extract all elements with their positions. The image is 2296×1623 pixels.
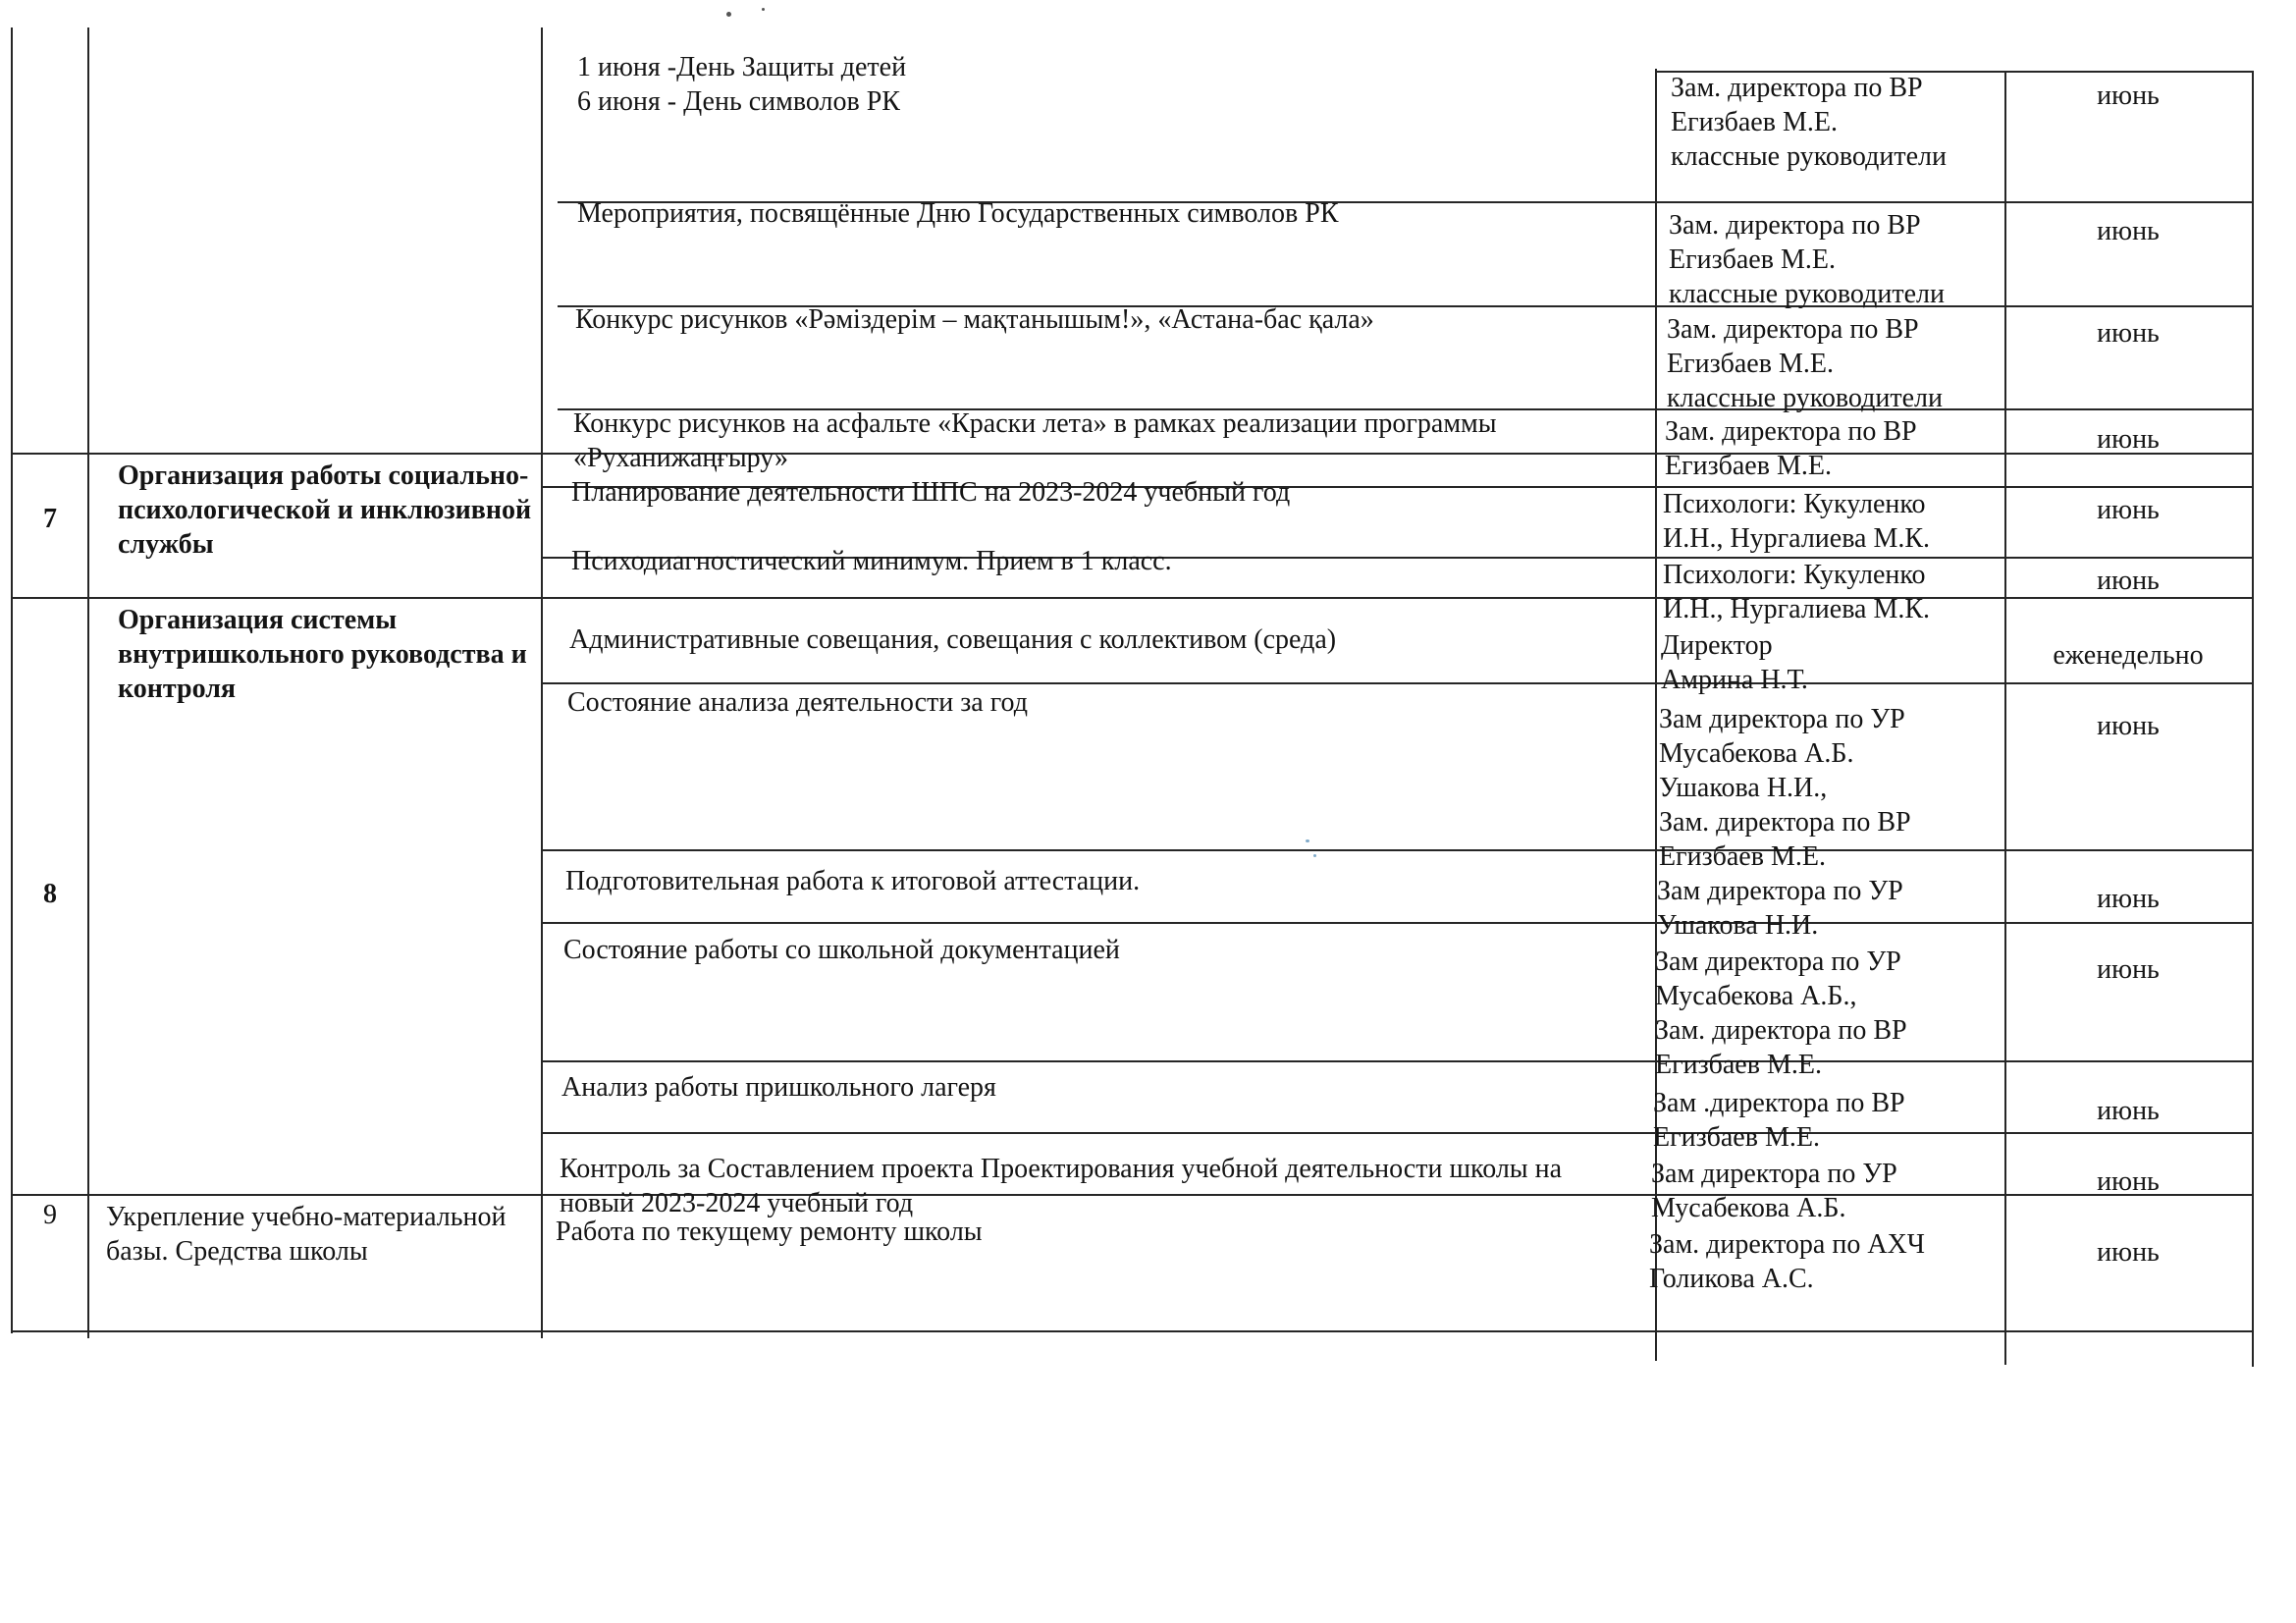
responsible-cell: Зам. директора по АХЧ Голикова А.С. [1649, 1229, 1925, 1294]
responsible-cell: Зам. директора по ВР Егизбаев М.Е. классные руководители [1671, 73, 1947, 172]
scan-speck [726, 12, 731, 17]
responsible-cell: Зам директора по УР Мусабекова А.Б. Ушакова Н.И., Зам. директора по ВР Егизбаев М.Е. [1659, 704, 1911, 872]
responsible-cell: Зам. директора по ВР Егизбаев М.Е. [1665, 416, 1917, 481]
deadline-cell: июнь [2097, 81, 2160, 111]
responsible-cell: Зам. директора по ВР Егизбаев М.Е. классные руководители [1669, 210, 1945, 309]
responsible-cell: Зам .директора по ВР Егизбаев М.Е. [1653, 1088, 1905, 1153]
event-cell: 1 июня -День Защиты детей 6 июня - День символов РК [577, 52, 907, 117]
responsible-cell: Зам. директора по ВР Егизбаев М.Е. классные руководители [1667, 314, 1943, 413]
responsible-cell: Зам директора по УР Мусабекова А.Б., Зам. директора по ВР Егизбаев М.Е. [1655, 947, 1907, 1080]
deadline-cell: июнь [2097, 495, 2160, 525]
row-line [541, 682, 2254, 684]
table-border-bottom [11, 1330, 2254, 1332]
event-cell: Контроль за Составлением проекта Проектирования учебной деятельности школы на новый 2023-2024 учебный год [560, 1154, 1563, 1218]
section-title: Организация системы внутришкольного руководства и контроля [118, 605, 527, 704]
deadline-cell: июнь [2097, 566, 2160, 596]
section-title: Укрепление учебно-материальной базы. Средства школы [106, 1202, 507, 1267]
table-border-left [11, 27, 13, 1333]
row-line [541, 1132, 2254, 1134]
scan-speck [762, 8, 765, 11]
section-number: 8 [43, 879, 57, 909]
table-border-right [2252, 71, 2254, 1367]
row-line [541, 849, 2254, 851]
event-cell: Состояние анализа деятельности за год [567, 687, 1028, 718]
responsible-cell: Зам директора по УР Мусабекова А.Б. [1651, 1159, 1897, 1223]
scan-speck [1313, 854, 1316, 857]
section-number: 9 [43, 1200, 57, 1230]
deadline-cell: июнь [2097, 1237, 2160, 1268]
section-number: 7 [43, 504, 57, 534]
responsible-cell: Директор Амрина Н.Т. [1661, 630, 1808, 695]
deadline-cell: июнь [2097, 884, 2160, 914]
column-divider-number [87, 27, 89, 1338]
event-cell: Работа по текущему ремонту школы [556, 1217, 983, 1247]
deadline-cell: июнь [2097, 216, 2160, 246]
responsible-cell: Психологи: Кукуленко И.Н., Нургалиева М.К. [1663, 489, 1931, 554]
event-cell: Конкурс рисунков на асфальте «Краски лета» в рамках реализации программы «Руханижаңғыру» [573, 408, 1497, 473]
event-cell: Подготовительная работа к итоговой аттестации. [565, 866, 1141, 896]
deadline-cell: июнь [2097, 424, 2160, 455]
row-line [541, 1060, 2254, 1062]
responsible-cell: Психологи: Кукуленко И.Н., Нургалиева М.К. [1663, 560, 1931, 624]
deadline-cell: июнь [2097, 1096, 2160, 1126]
event-cell: Конкурс рисунков «Рәміздерім – мақтанышым!», «Астана-бас қала» [575, 304, 1374, 335]
event-cell: Мероприятия, посвящённые Дню Государственных символов РК [577, 198, 1339, 229]
event-cell: Психодиагностический минимум. Прием в 1 класс. [571, 546, 1172, 576]
scan-speck [1306, 839, 1309, 842]
deadline-cell: июнь [2097, 711, 2160, 741]
responsible-cell: Зам директора по УР Ушакова Н.И. [1657, 876, 1903, 941]
event-cell: Анализ работы пришкольного лагеря [561, 1072, 996, 1103]
event-cell: Состояние работы со школьной документацией [563, 935, 1120, 965]
deadline-cell: еженедельно [2053, 640, 2204, 671]
event-cell: Планирование деятельности ШПС на 2023-2024 учебный год [571, 477, 1291, 508]
section-title: Организация работы социально-психологической и инклюзивной службы [118, 460, 532, 560]
deadline-cell: июнь [2097, 1166, 2160, 1197]
row-line [541, 922, 2254, 924]
deadline-cell: июнь [2097, 318, 2160, 349]
deadline-cell: июнь [2097, 954, 2160, 985]
event-cell: Административные совещания, совещания с коллективом (среда) [569, 624, 1337, 655]
